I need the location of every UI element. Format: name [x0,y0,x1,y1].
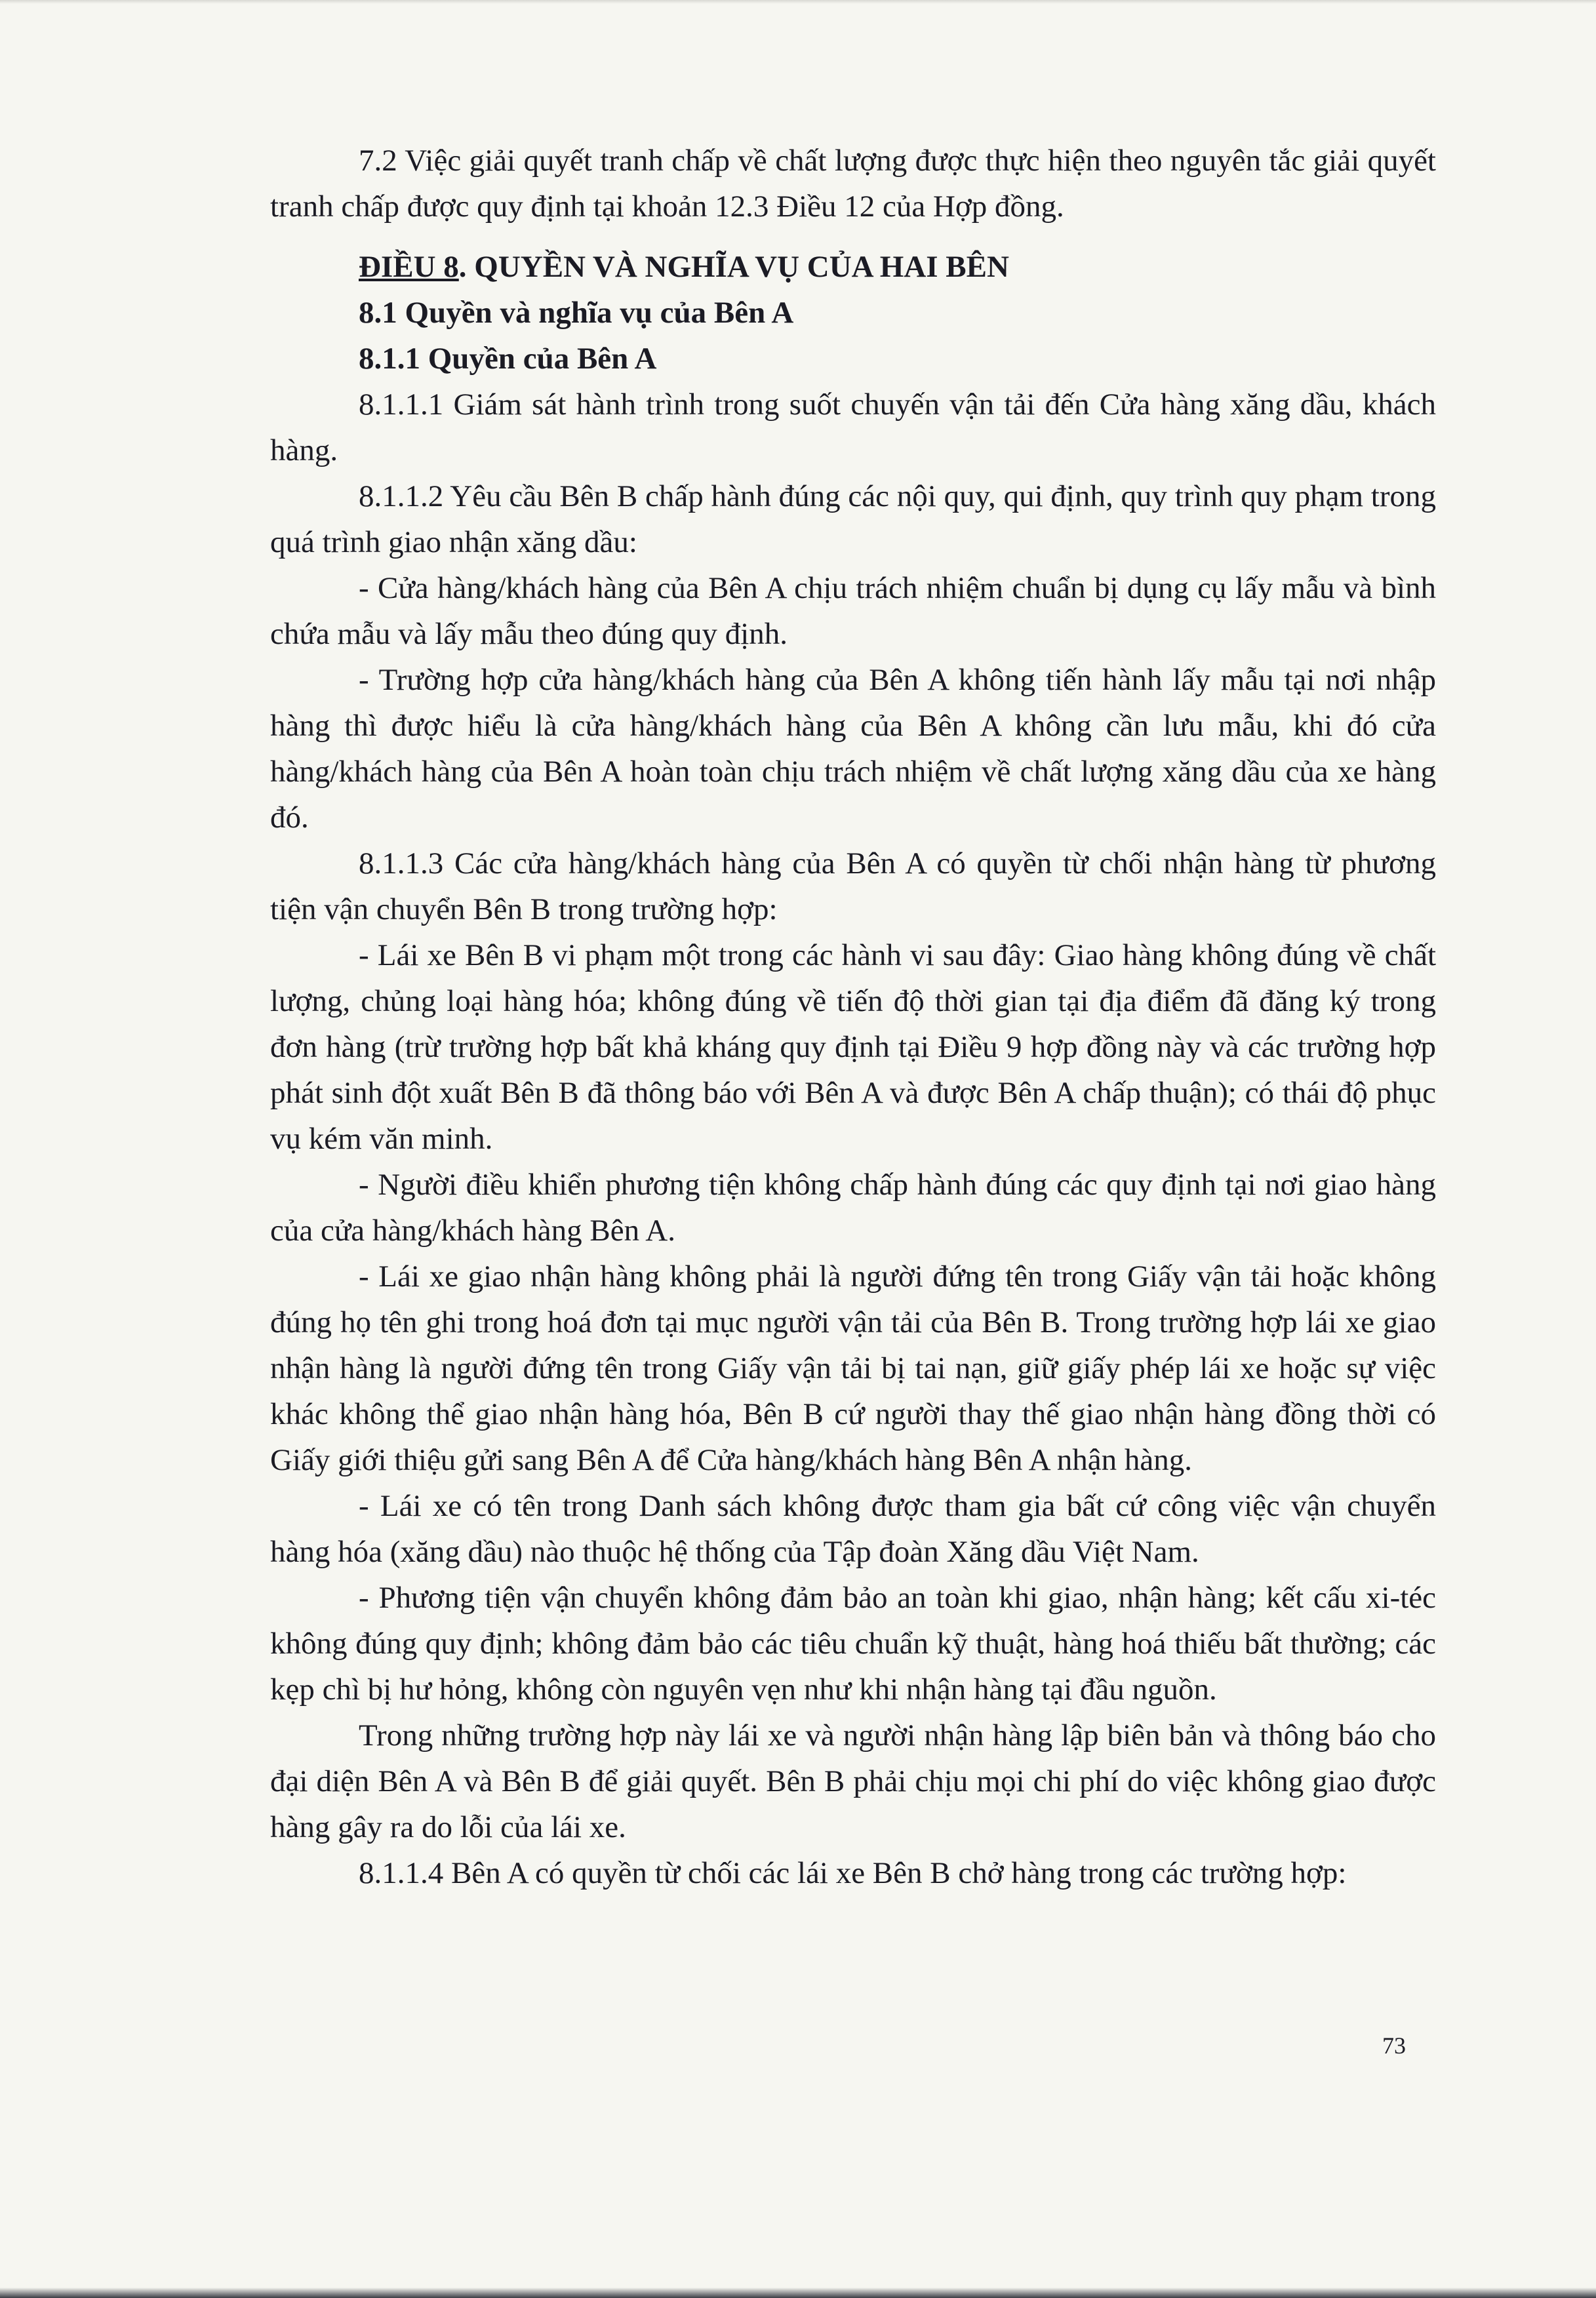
paragraph-8-1-1-2: 8.1.1.2 Yêu cầu Bên B chấp hành đúng các nội quy, qui định, quy trình quy phạm trong quá trình giao nhận xăng dầu: [270,479,1436,559]
page-number: 73 [1382,2032,1406,2059]
paragraph-7-2: 7.2 Việc giải quyết tranh chấp về chất lượng được thực hiện theo nguyên tắc giải quyết tranh chấp được quy định tại khoản 12.3 Điều 12 của Hợp đồng. [270,144,1436,224]
bullet-sampling-tools: - Cửa hàng/khách hàng của Bên A chịu trách nhiệm chuẩn bị dụng cụ lấy mẫu và bình chứa mẫu và lấy mẫu theo đúng quy định. [270,571,1436,651]
bullet-blacklisted-driver: - Lái xe có tên trong Danh sách không được tham gia bất cứ công việc vận chuyển hàng hóa (xăng dầu) nào thuộc hệ thống của Tập đoàn Xăng dầu Việt Nam. [270,1489,1436,1569]
bullet-operator-rules: - Người điều khiển phương tiện không chấp hành đúng các quy định tại nơi giao hàng của cửa hàng/khách hàng Bên A. [270,1168,1436,1248]
bullet-driver-violation: - Lái xe Bên B vi phạm một trong các hành vi sau đây: Giao hàng không đúng về chất lượng, chủng loại hàng hóa; không đúng về tiến độ thời gian tại địa điểm đã đăng ký trong đơn hàng (trừ trường hợp bất khả kháng quy định tại Điều 9 hợp đồng này và các trường hợp phát sinh đột xuất Bên B đã thông báo với Bên A và được Bên A chấp thuận); có thái độ phục vụ kém văn minh. [270,938,1436,1156]
scan-top-edge [0,0,1596,4]
bullet-no-sample: - Trường hợp cửa hàng/khách hàng của Bên A không tiến hành lấy mẫu tại nơi nhập hàng thì được hiểu là cửa hàng/khách hàng của Bên A không cần lưu mẫu, khi đó cửa hàng/khách hàng của Bên A hoàn toàn chịu trách nhiệm về chất lượng xăng dầu của xe hàng đó. [270,663,1436,835]
paragraph-8-1-1-1: 8.1.1.1 Giám sát hành trình trong suốt chuyến vận tải đến Cửa hàng xăng dầu, khách hàng. [270,387,1436,467]
article-8-label: ĐIỀU 8 [359,250,459,284]
article-8-heading [270,244,1436,290]
paragraph-8-1-1-3: 8.1.1.3 Các cửa hàng/khách hàng của Bên A có quyền từ chối nhận hàng từ phương tiện vận chuyển Bên B trong trường hợp: [270,846,1436,926]
section-8-1-heading: 8.1 Quyền và nghĩa vụ của Bên A [359,296,794,330]
article-8-title: . QUYỀN VÀ NGHĨA VỤ CỦA HAI BÊN [458,250,1009,284]
scan-bottom-edge [0,2288,1596,2298]
bullet-vehicle-safety: - Phương tiện vận chuyển không đảm bảo an toàn khi giao, nhận hàng; kết cấu xi-téc không đúng quy định; không đảm bảo các tiêu chuẩn kỹ thuật, hàng hoá thiếu bất thường; các kẹp chì bị hư hỏng, không còn nguyên vẹn như khi nhận hàng tại đầu nguồn. [270,1581,1436,1707]
section-8-1-1-heading: 8.1.1 Quyền của Bên A [359,342,657,376]
bullet-driver-identity: - Lái xe giao nhận hàng không phải là người đứng tên trong Giấy vận tải hoặc không đúng họ tên ghi trong hoá đơn tại mục người vận tải của Bên B. Trong trường hợp lái xe giao nhận hàng là người đứng tên trong Giấy vận tải bị tai nạn, giữ giấy phép lái xe hoặc sự việc khác không thể giao nhận hàng hóa, Bên B cứ người thay thế giao nhận hàng đồng thời có Giấy giới thiệu gửi sang Bên A để Cửa hàng/khách hàng Bên A nhận hàng. [270,1259,1436,1477]
paragraph-8-1-1-4: 8.1.1.4 Bên A có quyền từ chối các lái xe Bên B chở hàng trong các trường hợp: [359,1856,1347,1890]
document-body [270,138,1436,1896]
paragraph-conclusion: Trong những trường hợp này lái xe và người nhận hàng lập biên bản và thông báo cho đại diện Bên A và Bên B để giải quyết. Bên B phải chịu mọi chi phí do việc không giao được hàng gây ra do lỗi của lái xe. [270,1718,1436,1844]
